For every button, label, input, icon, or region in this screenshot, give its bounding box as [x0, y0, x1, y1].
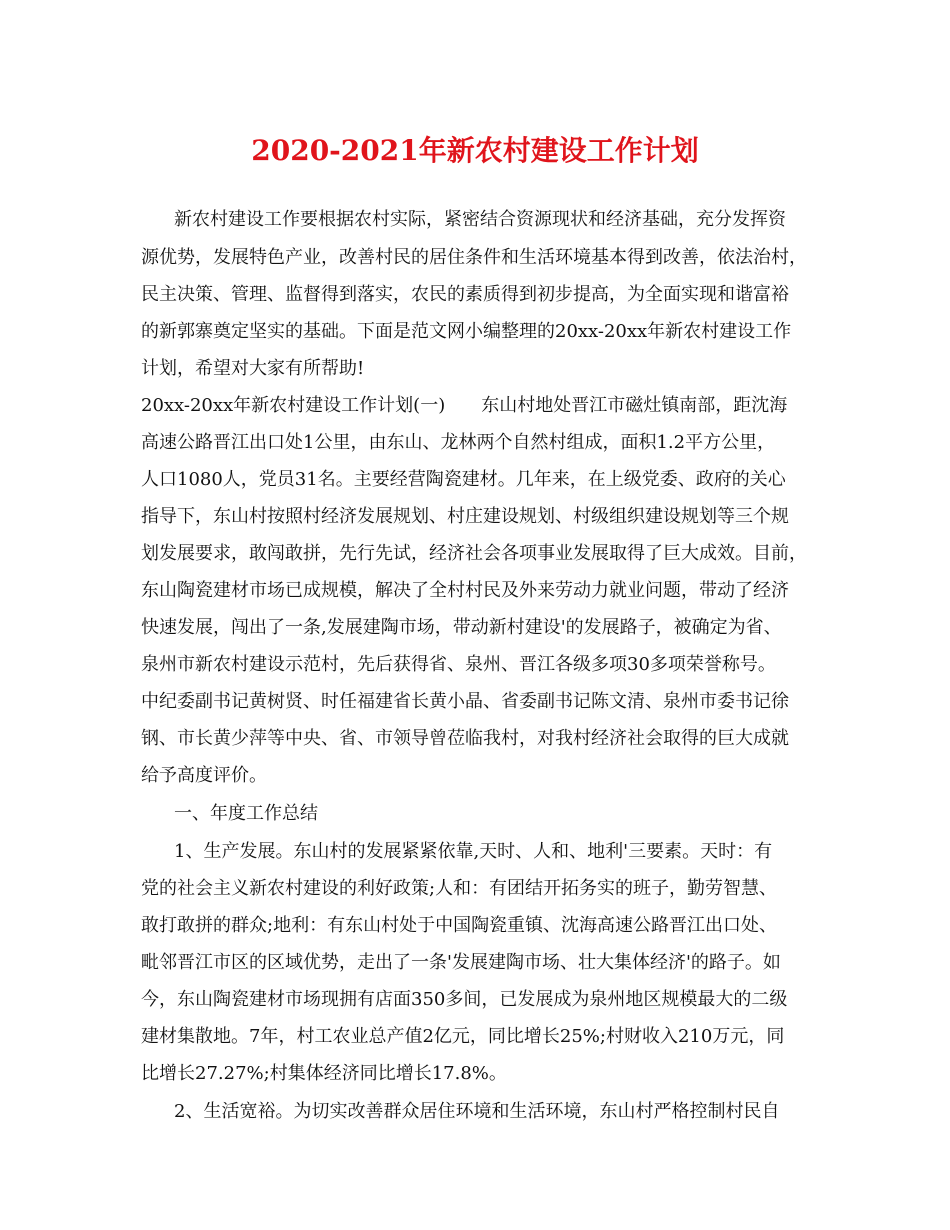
document-title: 2020-2021年新农村建设工作计划: [251, 134, 699, 167]
paragraph-line: 中纪委副书记黄树贤、时任福建省长黄小晶、省委副书记陈文清、泉州市委书记徐: [141, 691, 789, 712]
paragraph-line: 党的社会主义新农村建设的利好政策;人和：有团结开拓务实的班子，勤劳智慧、: [141, 878, 778, 899]
paragraph-line: 指导下，东山村按照村经济发展规划、村庄建设规划、村级组织建设规划等三个规: [141, 506, 789, 527]
section-heading: 一、年度工作总结: [174, 803, 318, 824]
paragraph-line: 划发展要求，敢闯敢拼，先行先试，经济社会各项事业发展取得了巨大成效。目前，: [141, 543, 807, 564]
paragraph-line: 建材集散地。7年，村工农业总产值2亿元，同比增长25%;村财收入210万元，同: [141, 1026, 785, 1047]
paragraph-line: 今，东山陶瓷建材市场现拥有店面350多间，已发展成为泉州地区规模最大的二级: [141, 989, 788, 1010]
paragraph-line: 给予高度评价。: [141, 765, 267, 786]
paragraph-line: 快速发展，闯出了一条,发展建陶市场，带动新村建设'的发展路子，被确定为省、: [141, 617, 782, 638]
paragraph-line: 新农村建设工作要根据农村实际，紧密结合资源现状和经济基础，充分发挥资: [174, 209, 786, 230]
paragraph-line: 高速公路晋江出口处1公里，由东山、龙林两个自然村组成，面积1.2平方公里，: [141, 432, 776, 453]
paragraph-line: 钢、市长黄少萍等中央、省、市领导曾莅临我村，对我村经济社会取得的巨大成就: [141, 728, 789, 749]
paragraph-line: 比增长27.27%;村集体经济同比增长17.8%。: [141, 1063, 507, 1084]
paragraph-line: 人口1080人，党员31名。主要经营陶瓷建材。几年来，在上级党委、政府的关心: [141, 469, 786, 490]
paragraph-line: 东山陶瓷建材市场已成规模，解决了全村村民及外来劳动力就业问题，带动了经济: [141, 580, 789, 601]
paragraph-line: 计划，希望对大家有所帮助!: [141, 358, 365, 379]
paragraph-line: 1、生产发展。东山村的发展紧紧依靠,天时、人和、地利'三要素。天时：有: [174, 841, 773, 862]
paragraph-line: 泉州市新农村建设示范村，先后获得省、泉州、晋江各级多项30多项荣誉称号。: [141, 654, 776, 675]
paragraph-line: 民主决策、管理、监督得到落实，农民的素质得到初步提高，为全面实现和谐富裕: [141, 284, 789, 305]
paragraph-line: 源优势，发展特色产业，改善村民的居住条件和生活环境基本得到改善，依法治村，: [141, 247, 807, 268]
paragraph-line: 20xx-20xx年新农村建设工作计划(一) 东山村地处晋江市磁灶镇南部，距沈海: [141, 395, 788, 416]
paragraph-line: 毗邻晋江市区的区域优势，走出了一条'发展建陶市场、壮大集体经济'的路子。如: [141, 952, 781, 973]
paragraph-line: 敢打敢拼的群众;地利：有东山村处于中国陶瓷重镇、沈海高速公路晋江出口处、: [141, 915, 778, 936]
paragraph-line: 2、生活宽裕。为切实改善群众居住环境和生活环境，东山村严格控制村民自: [174, 1101, 780, 1122]
paragraph-line: 的新郭寨奠定坚实的基础。下面是范文网小编整理的20xx-20xx年新农村建设工作: [141, 321, 792, 342]
